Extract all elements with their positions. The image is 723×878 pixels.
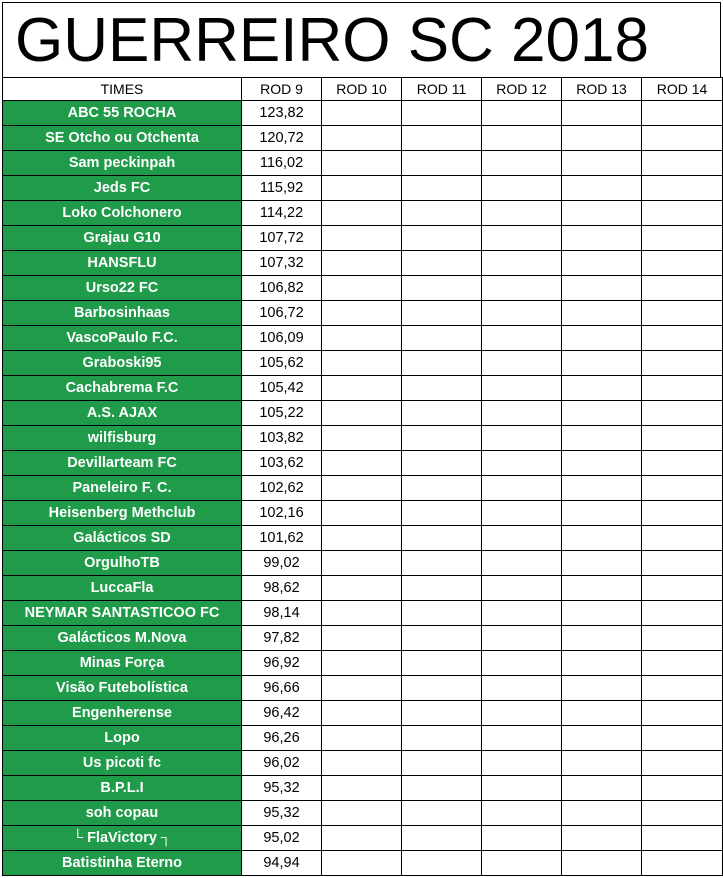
rod-13-score-cell[interactable] (562, 676, 642, 701)
team-name-cell[interactable]: Devillarteam FC (3, 451, 242, 476)
team-name-cell[interactable]: soh copau (3, 801, 242, 826)
rod-14-score-cell[interactable] (642, 426, 723, 451)
rod-13-score-cell[interactable] (562, 726, 642, 751)
rod-14-score-cell[interactable] (642, 276, 723, 301)
rod-11-score-cell[interactable] (402, 551, 482, 576)
rod-11-score-cell[interactable] (402, 301, 482, 326)
rod-10-score-cell[interactable] (322, 251, 402, 276)
rod-9-score-cell[interactable]: 99,02 (242, 551, 322, 576)
rod-14-score-cell[interactable] (642, 726, 723, 751)
rod-9-score-cell[interactable]: 96,02 (242, 751, 322, 776)
rod-11-score-cell[interactable] (402, 601, 482, 626)
rod-10-score-cell[interactable] (322, 451, 402, 476)
rod-13-score-cell[interactable] (562, 551, 642, 576)
rod-14-score-cell[interactable] (642, 176, 723, 201)
table-row (3, 476, 723, 501)
rod-10-score-cell[interactable] (322, 151, 402, 176)
table-row (3, 526, 723, 551)
table-row (3, 776, 723, 801)
rod-14-score-cell[interactable] (642, 676, 723, 701)
rod-13-score-cell[interactable] (562, 826, 642, 851)
rod-11-score-cell[interactable] (402, 651, 482, 676)
rod-14-score-cell[interactable] (642, 401, 723, 426)
rod-14-score-cell[interactable] (642, 226, 723, 251)
rod-11-score-cell[interactable] (402, 851, 482, 876)
header-row (3, 78, 723, 101)
table-row (3, 176, 723, 201)
rod-11-score-cell[interactable] (402, 351, 482, 376)
rod-10-score-cell[interactable] (322, 851, 402, 876)
rod-11-score-cell[interactable] (402, 101, 482, 126)
rod-13-score-cell[interactable] (562, 626, 642, 651)
team-name-cell[interactable]: Galácticos M.Nova (3, 626, 242, 651)
rod-9-score-cell[interactable]: 116,02 (242, 151, 322, 176)
rod-11-score-cell[interactable] (402, 176, 482, 201)
table-row (3, 301, 723, 326)
rod-13-score-cell[interactable] (562, 751, 642, 776)
rod-9-score-cell[interactable]: 96,92 (242, 651, 322, 676)
rod-10-score-cell[interactable] (322, 326, 402, 351)
header-rod-10[interactable]: ROD 10 (322, 78, 402, 101)
rod-11-score-cell[interactable] (402, 126, 482, 151)
team-name-cell[interactable]: NEYMAR SANTASTICOO FC (3, 601, 242, 626)
rod-13-score-cell[interactable] (562, 851, 642, 876)
rod-9-score-cell[interactable]: 98,14 (242, 601, 322, 626)
rod-11-score-cell[interactable] (402, 476, 482, 501)
table-body (3, 101, 723, 876)
rod-12-score-cell[interactable] (482, 776, 562, 801)
rod-12-score-cell[interactable] (482, 826, 562, 851)
rod-14-score-cell[interactable] (642, 301, 723, 326)
rod-9-score-cell[interactable]: 115,92 (242, 176, 322, 201)
rod-9-score-cell[interactable]: 96,26 (242, 726, 322, 751)
rod-14-score-cell[interactable] (642, 701, 723, 726)
team-name-cell[interactable]: Grajau G10 (3, 226, 242, 251)
rod-13-score-cell[interactable] (562, 501, 642, 526)
rod-11-score-cell[interactable] (402, 801, 482, 826)
header-rod-13[interactable]: ROD 13 (562, 78, 642, 101)
rod-13-score-cell[interactable] (562, 301, 642, 326)
rod-9-score-cell[interactable]: 94,94 (242, 851, 322, 876)
rod-12-score-cell[interactable] (482, 701, 562, 726)
rod-12-score-cell[interactable] (482, 101, 562, 126)
team-name-cell[interactable]: A.S. AJAX (3, 401, 242, 426)
rod-9-score-cell[interactable]: 98,62 (242, 576, 322, 601)
team-name-cell[interactable]: Engenherense (3, 701, 242, 726)
table-row (3, 601, 723, 626)
rod-14-score-cell[interactable] (642, 551, 723, 576)
team-name-cell[interactable]: Batistinha Eterno (3, 851, 242, 876)
rod-14-score-cell[interactable] (642, 201, 723, 226)
rod-13-score-cell[interactable] (562, 701, 642, 726)
team-name-cell[interactable]: wilfisburg (3, 426, 242, 451)
rod-12-score-cell[interactable] (482, 501, 562, 526)
table-row (3, 851, 723, 876)
rod-13-score-cell[interactable] (562, 426, 642, 451)
rod-11-score-cell[interactable] (402, 401, 482, 426)
rod-9-score-cell[interactable]: 95,32 (242, 776, 322, 801)
rod-13-score-cell[interactable] (562, 151, 642, 176)
rod-14-score-cell[interactable] (642, 851, 723, 876)
table-row (3, 501, 723, 526)
rod-9-score-cell[interactable]: 123,82 (242, 101, 322, 126)
rod-10-score-cell[interactable] (322, 526, 402, 551)
rod-13-score-cell[interactable] (562, 576, 642, 601)
rod-13-score-cell[interactable] (562, 801, 642, 826)
rod-12-score-cell[interactable] (482, 401, 562, 426)
rod-10-score-cell[interactable] (322, 551, 402, 576)
rod-12-score-cell[interactable] (482, 551, 562, 576)
table-row (3, 751, 723, 776)
header-rod-12[interactable]: ROD 12 (482, 78, 562, 101)
team-name-cell[interactable]: VascoPaulo F.C. (3, 326, 242, 351)
rod-14-score-cell[interactable] (642, 801, 723, 826)
rod-11-score-cell[interactable] (402, 501, 482, 526)
table-row (3, 801, 723, 826)
rod-10-score-cell[interactable] (322, 501, 402, 526)
rod-14-score-cell[interactable] (642, 601, 723, 626)
table-row (3, 226, 723, 251)
table-row (3, 626, 723, 651)
rod-10-score-cell[interactable] (322, 576, 402, 601)
rod-9-score-cell[interactable]: 114,22 (242, 201, 322, 226)
standings-table (2, 77, 723, 876)
team-name-cell[interactable]: Paneleiro F. C. (3, 476, 242, 501)
table-row (3, 401, 723, 426)
rod-12-score-cell[interactable] (482, 176, 562, 201)
team-name-cell[interactable]: Loko Colchonero (3, 201, 242, 226)
rod-12-score-cell[interactable] (482, 376, 562, 401)
rod-13-score-cell[interactable] (562, 326, 642, 351)
rod-12-score-cell[interactable] (482, 651, 562, 676)
rod-11-score-cell[interactable] (402, 726, 482, 751)
rod-11-score-cell[interactable] (402, 376, 482, 401)
rod-11-score-cell[interactable] (402, 701, 482, 726)
rod-13-score-cell[interactable] (562, 276, 642, 301)
rod-10-score-cell[interactable] (322, 401, 402, 426)
team-name-cell[interactable]: Sam peckinpah (3, 151, 242, 176)
rod-14-score-cell[interactable] (642, 651, 723, 676)
rod-13-score-cell[interactable] (562, 226, 642, 251)
rod-9-score-cell[interactable]: 103,82 (242, 426, 322, 451)
rod-9-score-cell[interactable]: 120,72 (242, 126, 322, 151)
table-row (3, 376, 723, 401)
rod-13-score-cell[interactable] (562, 376, 642, 401)
header-rod-9[interactable]: ROD 9 (242, 78, 322, 101)
rod-13-score-cell[interactable] (562, 451, 642, 476)
team-name-cell[interactable]: Us picoti fc (3, 751, 242, 776)
rod-14-score-cell[interactable] (642, 351, 723, 376)
rod-12-score-cell[interactable] (482, 426, 562, 451)
rod-14-score-cell[interactable] (642, 151, 723, 176)
table-row (3, 201, 723, 226)
table-row (3, 701, 723, 726)
rod-9-score-cell[interactable]: 105,62 (242, 351, 322, 376)
team-name-cell[interactable]: Heisenberg Methclub (3, 501, 242, 526)
header-times[interactable]: TIMES (3, 78, 242, 101)
rod-12-score-cell[interactable] (482, 151, 562, 176)
team-name-cell[interactable]: Jeds FC (3, 176, 242, 201)
rod-10-score-cell[interactable] (322, 676, 402, 701)
rod-14-score-cell[interactable] (642, 776, 723, 801)
rod-14-score-cell[interactable] (642, 526, 723, 551)
rod-11-score-cell[interactable] (402, 151, 482, 176)
rod-11-score-cell[interactable] (402, 776, 482, 801)
rod-9-score-cell[interactable]: 101,62 (242, 526, 322, 551)
rod-12-score-cell[interactable] (482, 476, 562, 501)
rod-10-score-cell[interactable] (322, 226, 402, 251)
rod-11-score-cell[interactable] (402, 576, 482, 601)
rod-9-score-cell[interactable]: 102,62 (242, 476, 322, 501)
rod-10-score-cell[interactable] (322, 176, 402, 201)
rod-11-score-cell[interactable] (402, 451, 482, 476)
rod-12-score-cell[interactable] (482, 676, 562, 701)
team-name-cell[interactable]: Minas Força (3, 651, 242, 676)
rod-9-score-cell[interactable]: 97,82 (242, 626, 322, 651)
rod-10-score-cell[interactable] (322, 426, 402, 451)
rod-9-score-cell[interactable]: 106,82 (242, 276, 322, 301)
rod-10-score-cell[interactable] (322, 376, 402, 401)
table-row (3, 426, 723, 451)
table-row (3, 151, 723, 176)
rod-14-score-cell[interactable] (642, 826, 723, 851)
rod-11-score-cell[interactable] (402, 251, 482, 276)
table-row (3, 726, 723, 751)
spreadsheet (2, 2, 721, 876)
rod-14-score-cell[interactable] (642, 576, 723, 601)
team-name-cell[interactable]: LuccaFla (3, 576, 242, 601)
rod-14-score-cell[interactable] (642, 376, 723, 401)
rod-14-score-cell[interactable] (642, 751, 723, 776)
rod-11-score-cell[interactable] (402, 751, 482, 776)
team-name-cell[interactable]: Barbosinhaas (3, 301, 242, 326)
team-name-cell[interactable]: Cachabrema F.C (3, 376, 242, 401)
rod-12-score-cell[interactable] (482, 276, 562, 301)
rod-12-score-cell[interactable] (482, 851, 562, 876)
rod-12-score-cell[interactable] (482, 226, 562, 251)
rod-14-score-cell[interactable] (642, 476, 723, 501)
header-rod-11[interactable]: ROD 11 (402, 78, 482, 101)
rod-11-score-cell[interactable] (402, 276, 482, 301)
rod-10-score-cell[interactable] (322, 701, 402, 726)
rod-13-score-cell[interactable] (562, 401, 642, 426)
table-row (3, 576, 723, 601)
table-row (3, 326, 723, 351)
rod-11-score-cell[interactable] (402, 626, 482, 651)
rod-11-score-cell[interactable] (402, 226, 482, 251)
team-name-cell[interactable]: B.P.L.I (3, 776, 242, 801)
team-name-cell[interactable]: Lopo (3, 726, 242, 751)
rod-9-score-cell[interactable]: 102,16 (242, 501, 322, 526)
header-rod-14[interactable]: ROD 14 (642, 78, 723, 101)
team-name-cell[interactable]: Visão Futebolística (3, 676, 242, 701)
table-row (3, 651, 723, 676)
rod-13-score-cell[interactable] (562, 201, 642, 226)
rod-14-score-cell[interactable] (642, 326, 723, 351)
rod-11-score-cell[interactable] (402, 426, 482, 451)
rod-10-score-cell[interactable] (322, 301, 402, 326)
rod-12-score-cell[interactable] (482, 301, 562, 326)
rod-9-score-cell[interactable]: 105,42 (242, 376, 322, 401)
rod-13-score-cell[interactable] (562, 776, 642, 801)
rod-10-score-cell[interactable] (322, 351, 402, 376)
rod-14-score-cell[interactable] (642, 451, 723, 476)
rod-11-score-cell[interactable] (402, 826, 482, 851)
rod-9-score-cell[interactable]: 106,09 (242, 326, 322, 351)
team-name-cell[interactable]: SE Otcho ou Otchenta (3, 126, 242, 151)
rod-10-score-cell[interactable] (322, 626, 402, 651)
rod-14-score-cell[interactable] (642, 626, 723, 651)
rod-12-score-cell[interactable] (482, 451, 562, 476)
rod-9-score-cell[interactable]: 105,22 (242, 401, 322, 426)
rod-14-score-cell[interactable] (642, 251, 723, 276)
table-row (3, 126, 723, 151)
table-row (3, 276, 723, 301)
table-row (3, 351, 723, 376)
rod-10-score-cell[interactable] (322, 826, 402, 851)
rod-12-score-cell[interactable] (482, 726, 562, 751)
team-name-cell[interactable]: └ FlaVictory ┐ (3, 826, 242, 851)
table-row (3, 451, 723, 476)
rod-13-score-cell[interactable] (562, 476, 642, 501)
rod-11-score-cell[interactable] (402, 526, 482, 551)
team-name-cell[interactable]: HANSFLU (3, 251, 242, 276)
rod-10-score-cell[interactable] (322, 276, 402, 301)
rod-12-score-cell[interactable] (482, 251, 562, 276)
team-name-cell[interactable]: Urso22 FC (3, 276, 242, 301)
rod-14-score-cell[interactable] (642, 501, 723, 526)
rod-9-score-cell[interactable]: 106,72 (242, 301, 322, 326)
rod-12-score-cell[interactable] (482, 576, 562, 601)
rod-11-score-cell[interactable] (402, 326, 482, 351)
rod-10-score-cell[interactable] (322, 801, 402, 826)
rod-10-score-cell[interactable] (322, 726, 402, 751)
team-name-cell[interactable]: ABC 55 ROCHA (3, 101, 242, 126)
rod-9-score-cell[interactable]: 107,32 (242, 251, 322, 276)
rod-12-score-cell[interactable] (482, 326, 562, 351)
team-name-cell[interactable]: Graboski95 (3, 351, 242, 376)
table-row (3, 101, 723, 126)
rod-12-score-cell[interactable] (482, 626, 562, 651)
rod-13-score-cell[interactable] (562, 126, 642, 151)
page-title: GUERREIRO SC 2018 (2, 2, 721, 77)
rod-9-score-cell[interactable]: 96,66 (242, 676, 322, 701)
rod-9-score-cell[interactable]: 95,02 (242, 826, 322, 851)
rod-13-score-cell[interactable] (562, 176, 642, 201)
rod-10-score-cell[interactable] (322, 126, 402, 151)
rod-12-score-cell[interactable] (482, 601, 562, 626)
rod-12-score-cell[interactable] (482, 351, 562, 376)
rod-13-score-cell[interactable] (562, 251, 642, 276)
rod-12-score-cell[interactable] (482, 201, 562, 226)
rod-10-score-cell[interactable] (322, 601, 402, 626)
rod-12-score-cell[interactable] (482, 801, 562, 826)
rod-10-score-cell[interactable] (322, 651, 402, 676)
table-row (3, 676, 723, 701)
rod-9-score-cell[interactable]: 107,72 (242, 226, 322, 251)
rod-11-score-cell[interactable] (402, 201, 482, 226)
rod-12-score-cell[interactable] (482, 126, 562, 151)
rod-13-score-cell[interactable] (562, 526, 642, 551)
rod-12-score-cell[interactable] (482, 526, 562, 551)
rod-10-score-cell[interactable] (322, 201, 402, 226)
rod-9-score-cell[interactable]: 103,62 (242, 451, 322, 476)
rod-11-score-cell[interactable] (402, 676, 482, 701)
team-name-cell[interactable]: Galácticos SD (3, 526, 242, 551)
rod-12-score-cell[interactable] (482, 751, 562, 776)
rod-9-score-cell[interactable]: 95,32 (242, 801, 322, 826)
rod-10-score-cell[interactable] (322, 476, 402, 501)
rod-9-score-cell[interactable]: 96,42 (242, 701, 322, 726)
rod-13-score-cell[interactable] (562, 101, 642, 126)
rod-14-score-cell[interactable] (642, 101, 723, 126)
team-name-cell[interactable]: OrgulhoTB (3, 551, 242, 576)
table-row (3, 551, 723, 576)
table-row (3, 826, 723, 851)
table-row (3, 251, 723, 276)
rod-10-score-cell[interactable] (322, 101, 402, 126)
rod-13-score-cell[interactable] (562, 351, 642, 376)
rod-10-score-cell[interactable] (322, 751, 402, 776)
rod-13-score-cell[interactable] (562, 601, 642, 626)
rod-10-score-cell[interactable] (322, 776, 402, 801)
rod-14-score-cell[interactable] (642, 126, 723, 151)
rod-13-score-cell[interactable] (562, 651, 642, 676)
